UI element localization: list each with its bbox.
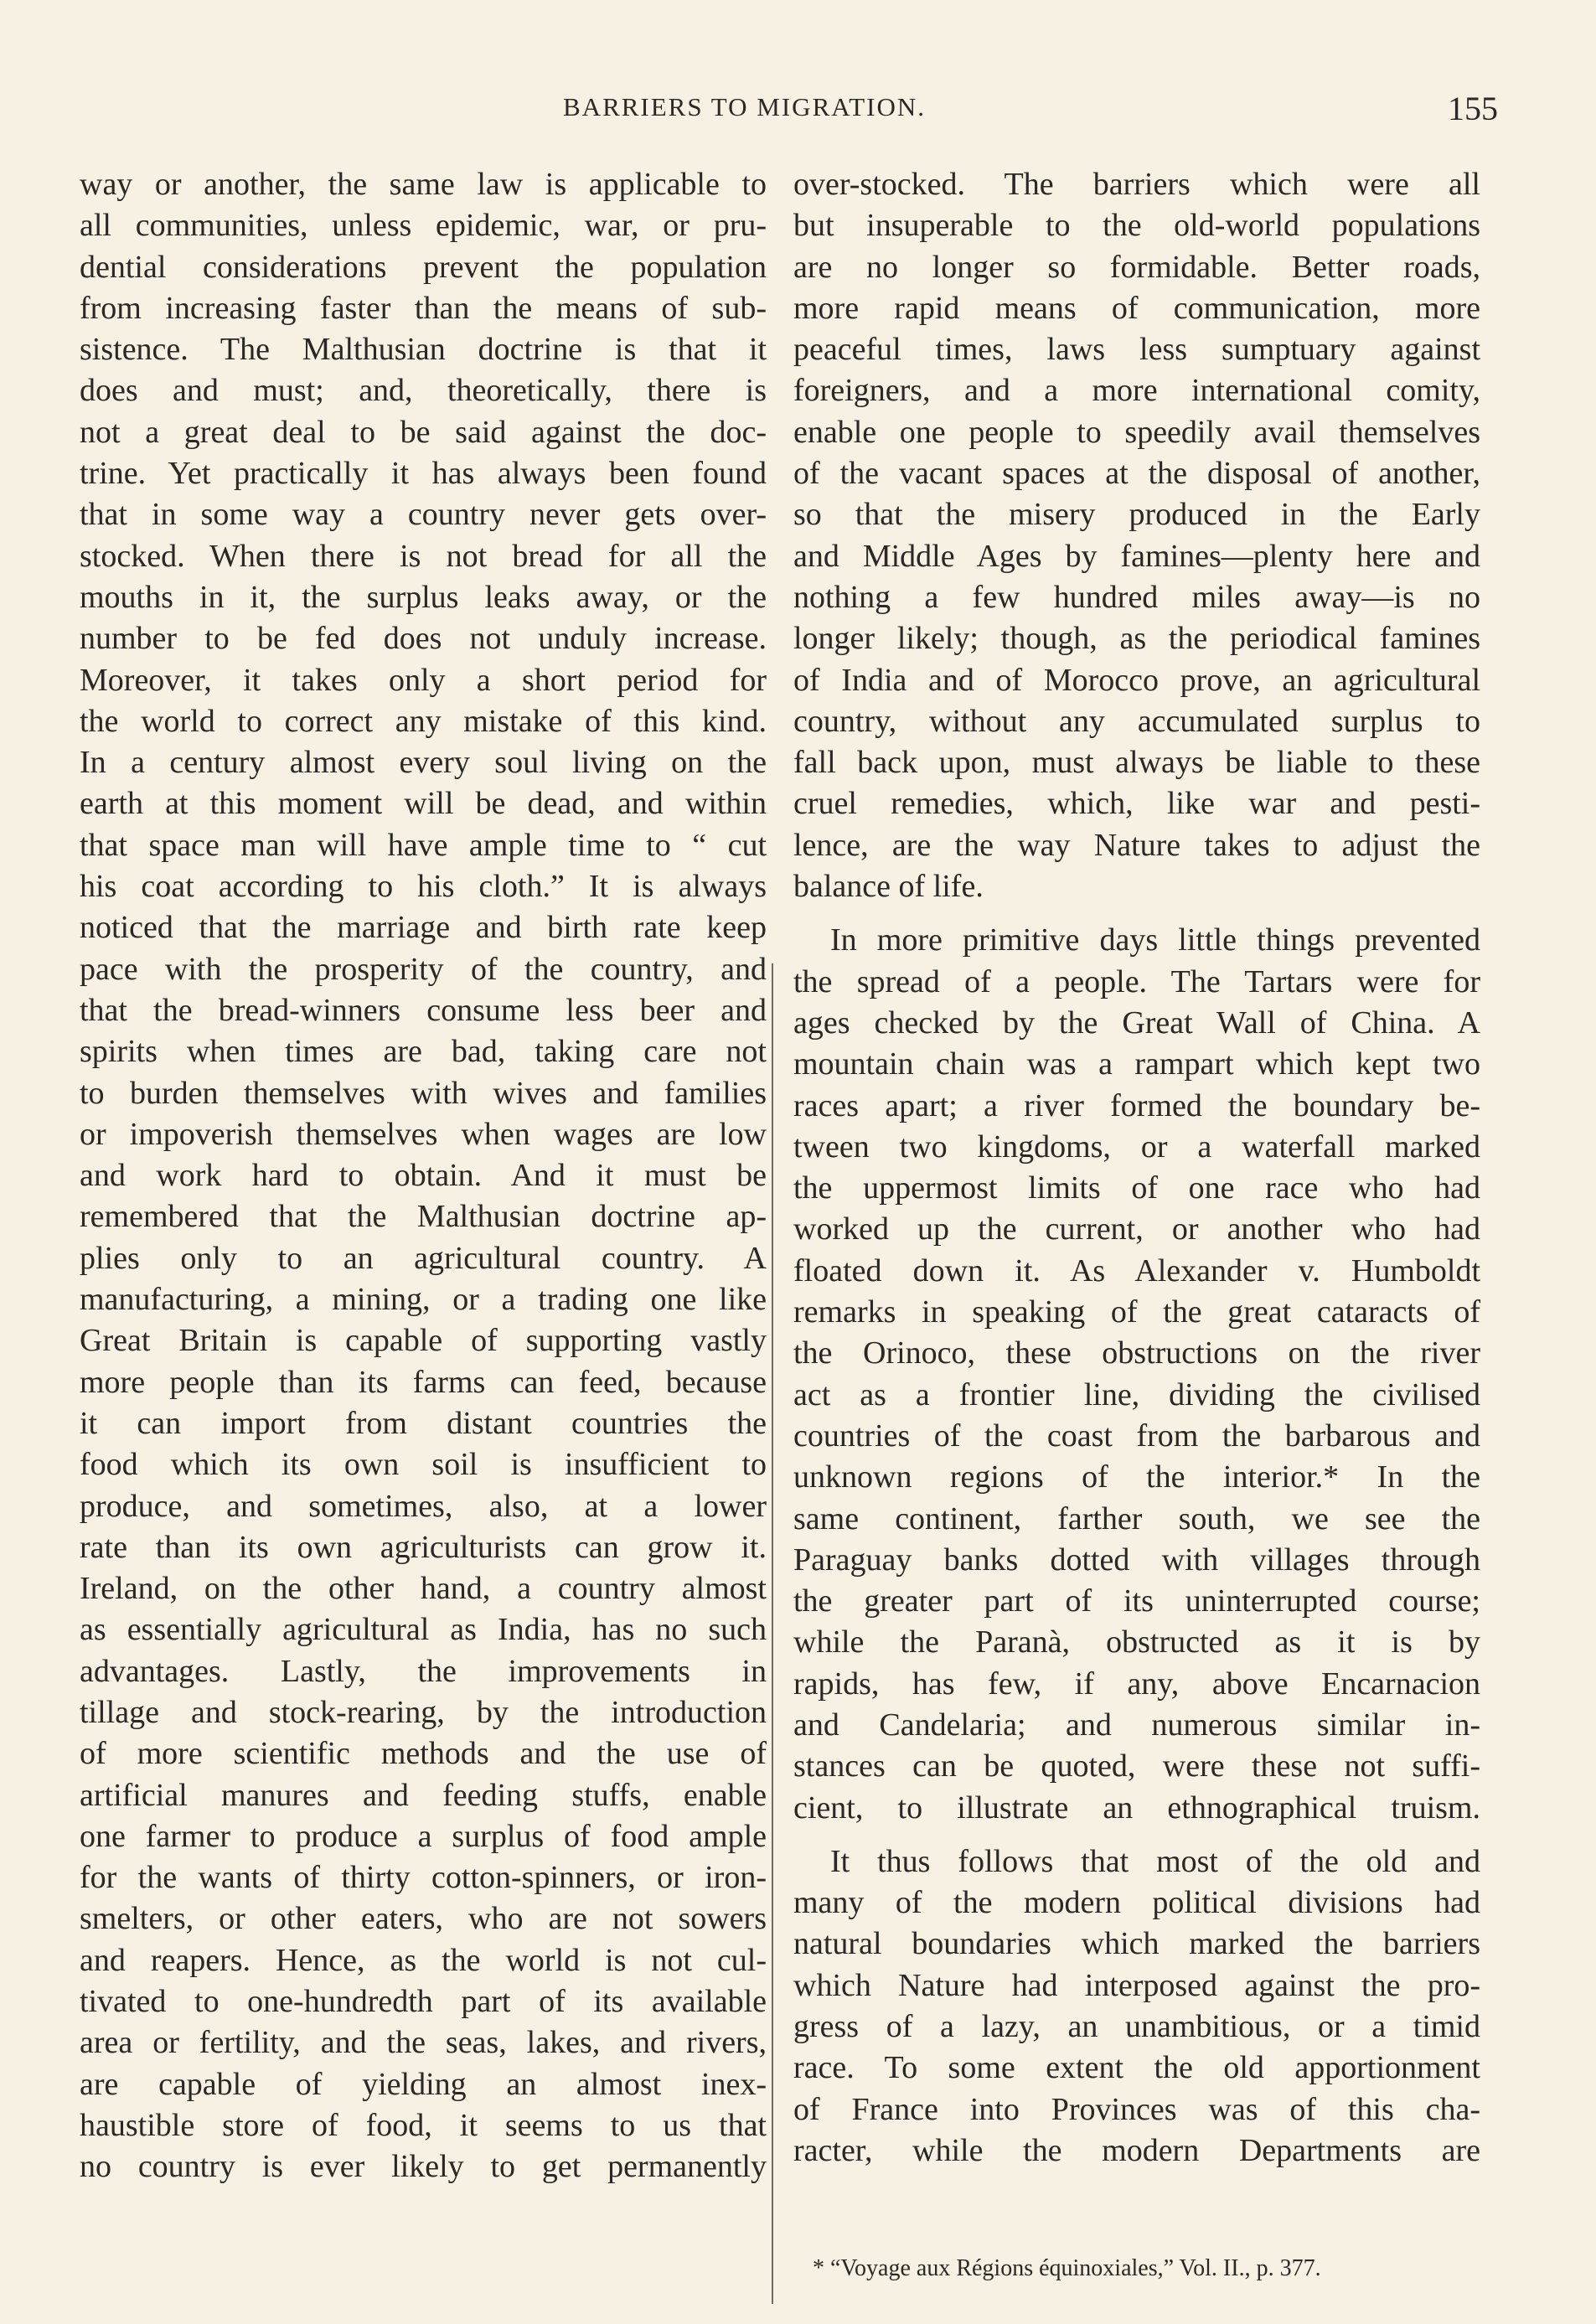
text-line: country, without any accumulated surplus to xyxy=(793,703,1480,739)
text-line: smelters, or other eaters, who are not sowers xyxy=(80,1901,767,1937)
page-number: 155 xyxy=(1448,90,1498,127)
text-line: of France into Provinces was of this cha- xyxy=(793,2091,1480,2127)
text-line: rate than its own agriculturists can grow it. xyxy=(80,1529,767,1565)
text-line: and reapers. Hence, as the world is not cul- xyxy=(80,1942,767,1978)
text-line: that the bread-winners consume less beer and xyxy=(80,992,767,1028)
text-line: or impoverish themselves when wages are low xyxy=(80,1116,767,1152)
text-line: spirits when times are bad, taking care not xyxy=(80,1034,767,1070)
text-line: tillage and stock-rearing, by the introduction xyxy=(80,1694,767,1730)
text-line: haustible store of food, it seems to us that xyxy=(80,2107,767,2143)
text-line: fall back upon, must always be liable to these xyxy=(793,745,1480,781)
text-line: tivated to one-hundredth part of its available xyxy=(80,1984,767,2020)
text-line: races apart; a river formed the boundary be- xyxy=(793,1087,1480,1123)
text-line: foreigners, and a more international comity, xyxy=(793,373,1480,409)
text-line: it can import from distant countries the xyxy=(80,1405,767,1441)
text-line: balance of life. xyxy=(793,869,984,905)
text-line: Moreover, it takes only a short period for xyxy=(80,662,767,698)
text-line: act as a frontier line, dividing the civilised xyxy=(793,1376,1480,1412)
text-line: area or fertility, and the seas, lakes, and rivers, xyxy=(80,2025,767,2061)
text-line: rapids, has few, if any, above Encarnacion xyxy=(793,1666,1480,1702)
text-line: and Candelaria; and numerous similar in- xyxy=(793,1707,1480,1743)
text-line: Paraguay banks dotted with villages through xyxy=(793,1542,1480,1578)
text-line: ages checked by the Great Wall of China. A xyxy=(793,1004,1480,1041)
text-line: more rapid means of communication, more xyxy=(793,290,1480,326)
text-line: floated down it. As Alexander v. Humboldt xyxy=(793,1252,1480,1289)
text-line: from increasing faster than the means of sub- xyxy=(80,290,767,326)
text-line: earth at this moment will be dead, and within xyxy=(80,786,767,822)
running-head xyxy=(0,92,1596,134)
text-line: to burden themselves with wives and families xyxy=(80,1075,767,1111)
text-line: many of the modern political divisions had xyxy=(793,1885,1480,1921)
text-line: sistence. The Malthusian doctrine is that it xyxy=(80,332,767,368)
text-line: are capable of yielding an almost inex- xyxy=(80,2066,767,2102)
text-line: and work hard to obtain. And it must be xyxy=(80,1158,767,1194)
text-line: same continent, farther south, we see the xyxy=(793,1500,1480,1536)
text-line: for the wants of thirty cotton-spinners, or iron- xyxy=(80,1860,767,1896)
text-line: worked up the current, or another who had xyxy=(793,1211,1480,1247)
text-line: does and must; and, theoretically, there is xyxy=(80,373,767,409)
paragraph-gap xyxy=(793,1829,1480,1841)
text-line: that in some way a country never gets over- xyxy=(80,497,767,533)
text-line: nothing a few hundred miles away—is no xyxy=(793,579,1480,615)
text-line: not a great deal to be said against the doc- xyxy=(80,414,767,450)
text-line: countries of the coast from the barbarous and xyxy=(793,1418,1480,1454)
text-line: and Middle Ages by famines—plenty here and xyxy=(793,538,1480,574)
text-line: longer likely; though, as the periodical famines xyxy=(793,621,1480,657)
paragraph-gap xyxy=(793,907,1480,920)
text-line: artificial manures and feeding stuffs, enable xyxy=(80,1777,767,1813)
text-line: mountain chain was a rampart which kept two xyxy=(793,1046,1480,1082)
text-line: more people than its farms can feed, because xyxy=(80,1364,767,1400)
text-line: no country is ever likely to get permanently xyxy=(80,2149,767,2185)
text-line: trine. Yet practically it has always been found xyxy=(80,456,767,492)
text-line: manufacturing, a mining, or a trading one like xyxy=(80,1282,767,1318)
text-line: tween two kingdoms, or a waterfall marked xyxy=(793,1128,1480,1165)
text-line: all communities, unless epidemic, war, or pru- xyxy=(80,208,767,244)
text-line: his coat according to his cloth.” It is always xyxy=(80,869,767,905)
text-line: noticed that the marriage and birth rate keep xyxy=(80,910,767,946)
text-line: unknown regions of the interior.* In the xyxy=(793,1459,1480,1495)
text-line: lence, are the way Nature takes to adjust the xyxy=(793,827,1480,863)
text-line: race. To some extent the old apportionment xyxy=(793,2050,1480,2086)
text-line: natural boundaries which marked the barriers xyxy=(793,1926,1480,1962)
text-line: stances can be quoted, were these not suffi- xyxy=(793,1748,1480,1784)
footnote: * “Voyage aux Régions équinoxiales,” Vol. II., p. 377. xyxy=(813,2255,1321,2281)
text-line: as essentially agricultural as India, has no such xyxy=(80,1612,767,1648)
text-line: but insuperable to the old-world populations xyxy=(793,208,1480,244)
running-title: BARRIERS TO MIGRATION. xyxy=(563,92,926,121)
text-line: the spread of a people. The Tartars were for xyxy=(793,963,1480,999)
left-column xyxy=(80,164,767,2188)
text-line: the greater part of its uninterrupted course; xyxy=(793,1583,1480,1619)
text-line: the uppermost limits of one race who had xyxy=(793,1170,1480,1206)
text-line: racter, while the modern Departments are xyxy=(793,2132,1480,2168)
text-line: dential considerations prevent the population xyxy=(80,249,767,285)
text-line: number to be fed does not unduly increase. xyxy=(80,621,767,657)
text-line: In a century almost every soul living on the xyxy=(80,745,767,781)
column-divider xyxy=(772,963,773,2304)
text-line: way or another, the same law is applicable to xyxy=(80,167,767,202)
text-line: of India and of Morocco prove, an agricultural xyxy=(793,662,1480,698)
text-line: of the vacant spaces at the disposal of another, xyxy=(793,456,1480,492)
text-line: of more scientific methods and the use of xyxy=(80,1736,767,1772)
text-line: Great Britain is capable of supporting vastly xyxy=(80,1323,767,1359)
text-line: enable one people to speedily avail themselves xyxy=(793,414,1480,450)
text-line: peaceful times, laws less sumptuary against xyxy=(793,332,1480,368)
text-line: which Nature had interposed against the pro- xyxy=(793,1967,1480,2003)
text-line: plies only to an agricultural country. A xyxy=(80,1240,767,1276)
text-line: the world to correct any mistake of this kind. xyxy=(80,703,767,739)
text-line: pace with the prosperity of the country, and xyxy=(80,951,767,987)
text-line: mouths in it, the surplus leaks away, or the xyxy=(80,579,767,615)
text-line: cient, to illustrate an ethnographical truism. xyxy=(793,1789,1480,1826)
text-line: one farmer to produce a surplus of food ample xyxy=(80,1818,767,1854)
text-line: remembered that the Malthusian doctrine ap- xyxy=(80,1199,767,1235)
text-line: food which its own soil is insufficient to xyxy=(80,1447,767,1483)
text-line: Ireland, on the other hand, a country almost xyxy=(80,1571,767,1607)
text-line: gress of a lazy, an unambitious, or a timid xyxy=(793,2009,1480,2045)
text-line: remarks in speaking of the great cataracts of xyxy=(793,1294,1480,1330)
text-line: stocked. When there is not bread for all the xyxy=(80,538,767,574)
text-line: are no longer so formidable. Better roads, xyxy=(793,249,1480,285)
text-line: the Orinoco, these obstructions on the river xyxy=(793,1335,1480,1371)
text-line: that space man will have ample time to “ cut xyxy=(80,827,767,863)
text-line: so that the misery produced in the Early xyxy=(793,497,1480,533)
text-line: cruel remedies, which, like war and pesti- xyxy=(793,786,1480,822)
text-line: over-stocked. The barriers which were all xyxy=(793,167,1480,202)
right-column xyxy=(793,164,1480,2172)
text-line: while the Paranà, obstructed as it is by xyxy=(793,1624,1480,1660)
text-line: In more primitive days little things prevented xyxy=(830,922,1480,958)
text-line: advantages. Lastly, the improvements in xyxy=(80,1653,767,1689)
text-line: produce, and sometimes, also, at a lower xyxy=(80,1488,767,1524)
text-line: It thus follows that most of the old and xyxy=(830,1843,1480,1879)
